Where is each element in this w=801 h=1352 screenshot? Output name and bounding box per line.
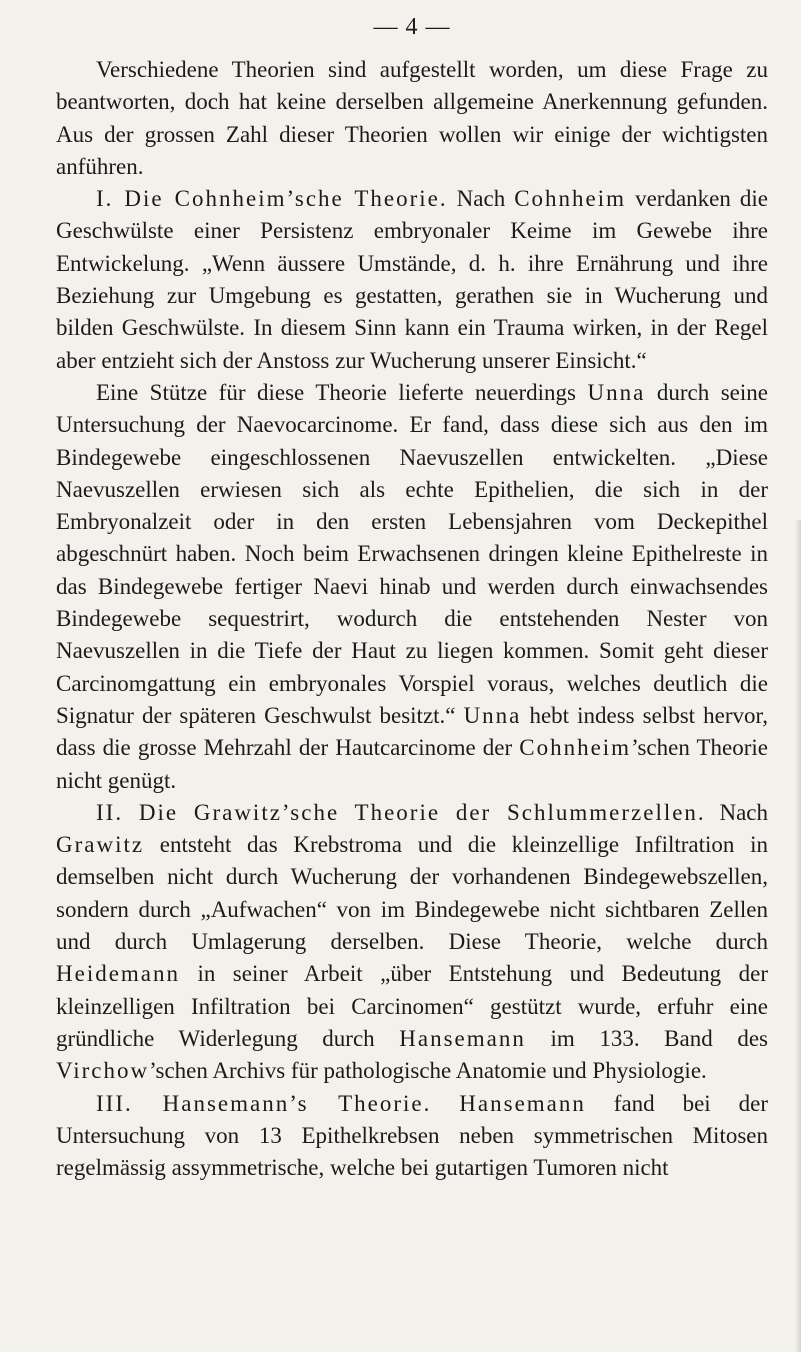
paragraph-grawitz-theory bbox=[56, 797, 768, 1088]
document-page bbox=[56, 12, 768, 1184]
author-name: Virchow bbox=[56, 1058, 150, 1084]
text-run bbox=[431, 1091, 459, 1116]
author-name: Unna bbox=[587, 379, 646, 405]
author-name: Cohnheim bbox=[514, 186, 627, 212]
author-name: Hansemann bbox=[399, 1025, 526, 1051]
text-run: verdanken die Geschwülste einer Persistenz embryonaler Keime im Gewebe ihre Entwickelung. „Wenn äussere Umstände, d. h. ihre Ernährung und ihre Beziehung zur Umgebung es gestatten, gerathen sie in Wucherung und bilden Geschwülste. In diesem Sinn kann ein Trauma wirken, in der Regel aber entzieht sich der Anstoss zur Wucherung unserer Einsicht.“ bbox=[56, 186, 768, 373]
text-run: ’schen Archivs für pathologische Anatomie und Physiologie. bbox=[149, 1058, 707, 1084]
text-run: Verschiedene Theorien sind aufgestellt worden, um diese Frage zu beantworten, doch hat keine derselben allgemeine Anerkennung gefunden. Aus der grossen Zahl dieser Theorien wollen wir einige der wichtigsten anführen. bbox=[56, 57, 768, 179]
author-name: Unna bbox=[463, 702, 522, 728]
text-run: entsteht das Krebstroma und die kleinzellige Infiltration in demselben nicht durch Wucherung der vorhandenen Bindegewebszellen, sondern durch „Aufwachen“ von im Bindegewebe nicht sichtbaren Zellen und durch Umlagerung derselben. Diese Theorie, welche durch bbox=[56, 832, 768, 955]
text-run: Nach bbox=[705, 799, 768, 825]
body-text bbox=[56, 54, 768, 1184]
page-number: — 4 — bbox=[373, 14, 451, 40]
text-run: Nach bbox=[447, 186, 515, 212]
text-run: durch seine Untersuchung der Naevocarcinome. Er fand, dass diese sich aus den im Bindegewebe eingeschlossenen Naevuszellen entwickelten. „Diese Naevuszellen erwiesen sich als echte Epithelien, die sich in der Embryonalzeit oder in den ersten Lebensjahren vom Deckepithel abgeschnürt haben. Noch beim Erwachsenen dringen kleine Epithelreste in das Bindegewebe fertiger Naevi hinab und werden durch einwachsendes Bindegewebe sequestrirt, wodurch die entstehenden Nester von Naevuszellen in die Tiefe der Haut zu liegen kommen. Somit geht dieser Carcinomgattung ein embryonales Vorspiel voraus, welches deutlich die Signatur der späteren Geschwulst besitzt.“ bbox=[56, 379, 768, 728]
text-run: Eine Stütze für diese Theorie lieferte neuerdings bbox=[96, 379, 588, 405]
section-heading: II. Die Grawitz’sche Theorie der Schlummerzellen. bbox=[96, 799, 706, 825]
text-run: ’schen Theorie nicht genügt. bbox=[56, 735, 768, 793]
paragraph-cohnheim-theory bbox=[56, 183, 768, 377]
author-name: Grawitz bbox=[56, 832, 145, 858]
author-name: Heidemann bbox=[56, 961, 181, 987]
text-run: fand bei der Untersuchung von 13 Epithelkrebsen neben symmetrischen Mitosen regelmässig assymmetrische, welche bei gutartigen Tumoren nicht bbox=[56, 1090, 768, 1181]
author-name: Hansemann bbox=[459, 1090, 586, 1116]
text-run: im 133. Band des bbox=[525, 1025, 768, 1051]
paragraph-hansemann-theory bbox=[56, 1088, 768, 1185]
paragraph-unna-support bbox=[56, 377, 768, 797]
author-name: Cohnheim bbox=[519, 735, 632, 761]
text-run: hebt indess selbst hervor, dass die grosse Mehrzahl der Hautcarcinome der bbox=[56, 702, 768, 761]
text-run: in seiner Arbeit „über Entstehung und Bedeutung der kleinzelligen Infiltration bei Carcinomen“ gestützt wurde, erfuhr eine gründliche Widerlegung durch bbox=[56, 961, 768, 1051]
page-edge-shadow bbox=[795, 520, 801, 1352]
paragraph-intro bbox=[56, 54, 768, 183]
section-heading: III. Hansemann’s Theorie. bbox=[96, 1090, 432, 1116]
section-heading: I. Die Cohnheim’sche Theorie. bbox=[96, 186, 448, 212]
